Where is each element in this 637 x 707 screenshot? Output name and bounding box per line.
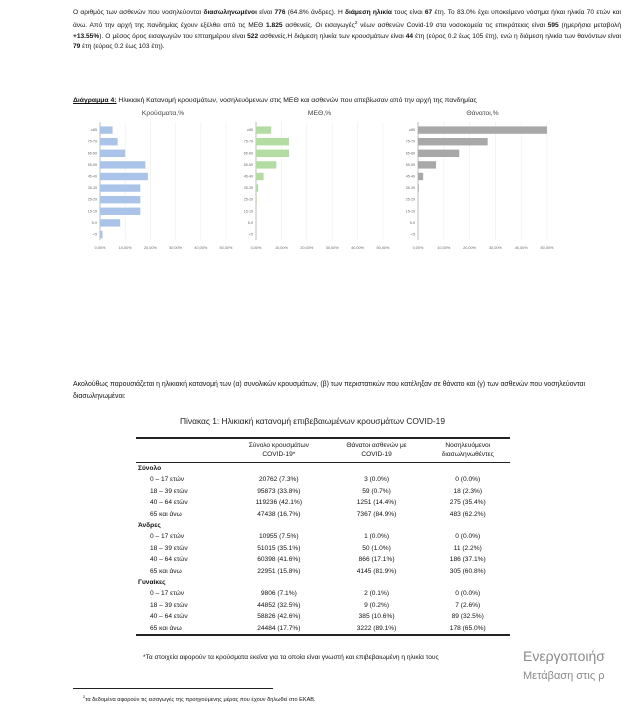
figure-caption: Διάγραμμα 4: Ηλικιακή Κατανομή κρουσμάτων, νοσηλευόμενων στις ΜΕΘ και ασθενών που απεβίωσαν από την αρχή της πανδημίας [73,97,477,104]
y-tick-label: 5-9 [409,220,415,225]
age-group-cell: 65 και άνω [150,567,182,575]
cases-cell: 95873 (33.8%) [257,487,301,495]
bar [100,126,113,133]
table-row [136,497,510,508]
age-group-cell: 18 – 39 ετών [150,544,188,552]
table-row [136,543,510,554]
x-tick-label: 40,00% [194,246,208,250]
chart-title: Κρούσματα,% [141,110,185,117]
age-group-cell: 0 – 17 ετών [150,533,185,541]
y-tick-label: 35-39 [405,186,415,191]
y-tick-label: 25-29 [405,197,415,202]
table-row [136,474,510,485]
x-tick-label: 50,00% [540,246,554,250]
y-tick-label: <5 [92,232,97,237]
x-tick-label: 30,00% [169,246,183,250]
bar [256,138,289,145]
deaths-cell: 1 (0.0%) [364,533,390,541]
y-tick-label: 5-9 [247,220,253,225]
bar [100,231,103,238]
intubated-cell: 178 (65.0%) [426,623,511,635]
bar [100,161,145,168]
y-tick-label: 45-49 [405,174,415,179]
table-row [136,611,510,622]
chart-title: ΜΕΘ,% [307,110,332,117]
intubated-cell: 483 (62.2%) [449,510,486,518]
y-tick-label: 25-29 [87,197,97,202]
deaths-cell: 4145 (81.9%) [356,567,397,575]
bar [100,208,140,215]
cases-cell: 119236 (42.1%) [255,499,303,507]
x-tick-label: 20,00% [300,246,314,250]
age-group-cell: 0 – 17 ετών [150,590,185,598]
bar [256,150,289,157]
table-row [136,623,510,635]
section-label: Γυναίκες [138,579,166,587]
intro-text: Ακολούθως παρουσιάζεται η ηλικιακή κατανομή των (α) συνολικών κρουσμάτων, (β) των περιστατικών που κατέληξαν σε θάνατο και (γ) των ασθενών που νοσηλεύονται διασωληνωμένοι: [73,381,586,400]
deaths-cell: 59 (0.7%) [362,487,391,495]
summary-paragraph: Ο αριθμός των ασθενών που νοσηλεύονται διασωληνωμένοι είναι 776 (64.8% άνδρες). Η διάμεση ηλικία τους είναι 67 έτη. Το 83.0% έχει υποκείμενο νόσημα ή/και ηλικία 70 ετών και άνω. Από την αρχή της πανδημίας έχουν εξέλθει από τις ΜΕΘ 1.825 ασθενείς. Οι εισαγωγές$^2$ νέων ασθενών Covid-19 στα νοσοκομεία τις επικράτειας είναι 595 (ημερήσια μεταβολή +13.55%). Ο μέσος όρος εισαγωγών του επταημέρου είναι 522 ασθενείς.Η διάμεση ηλικία των κρουσμάτων είναι 44 έτη (εύρος 0.2 έως 105 έτη), ενώ η διάμεση ηλικία των θανόντων είναι 79 έτη (εύρος 0.2 έως 103 έτη). [73,9,622,50]
cases-cell: 60398 (41.6%) [257,556,301,564]
y-tick-label: 15-19 [405,209,415,214]
y-tick-label: 5-9 [91,220,97,225]
x-tick-label: 10,00% [118,246,132,250]
x-tick-label: 20,00% [143,246,157,250]
table-row [136,531,510,542]
section-row [136,520,510,531]
y-tick-label: 45-49 [243,174,253,179]
y-tick-label: 65-69 [87,151,97,156]
cases-cell: 44852 (32.5%) [257,601,301,609]
chart-title: Θάνατοι,% [466,110,499,117]
section-label: Άνδρες [138,522,161,530]
age-group-cell: 40 – 64 ετών [150,499,188,507]
y-tick-label: <5 [248,232,253,237]
bar [100,173,148,180]
section-label: Σύνολο [138,465,162,472]
intubated-cell: 186 (37.1%) [449,556,486,564]
x-tick-label: 0,00% [412,246,424,250]
x-tick-label: 30,00% [325,246,339,250]
age-group-cell: 40 – 64 ετών [150,556,188,564]
bar [100,196,140,203]
x-tick-label: 50,00% [219,246,233,250]
bar [418,161,436,168]
y-tick-label: ≥85 [91,128,97,133]
y-tick-label: 55-59 [87,162,97,167]
section-row [136,577,510,588]
bar [256,161,276,168]
table-row [136,486,510,497]
footnote-divider [73,688,273,689]
y-tick-label: 65-69 [243,151,253,156]
y-tick-label: 25-29 [243,197,253,202]
y-tick-label: 15-19 [243,209,253,214]
bar [418,138,488,145]
table-row [136,554,510,565]
bar [418,173,423,180]
deaths-cell: 385 (10.6%) [358,613,395,621]
intubated-cell: 0 (0.0%) [455,590,481,598]
deaths-cell: 1251 (14.4%) [356,499,397,507]
deaths-cell: 50 (1.0%) [362,544,391,552]
intubated-cell: 11 (2.2%) [453,544,482,552]
x-tick-label: 40,00% [351,246,365,250]
y-tick-label: ≥85 [409,128,415,133]
bar [418,150,459,157]
y-tick-label: 35-39 [87,186,97,191]
activation-watermark-subtitle: Μετάβαση στις ρ [523,670,605,682]
y-tick-label: 75-79 [87,139,97,144]
cases-cell: 20762 (7.3%) [259,476,299,484]
x-tick-label: 10,00% [437,246,451,250]
x-tick-label: 50,00% [376,246,390,250]
bar [100,138,118,145]
y-tick-label: <5 [410,232,415,237]
deaths-cell: 2 (0.1%) [364,590,390,598]
activation-watermark-title: Ενεργοποιήσ [523,648,605,664]
header-intubated: Νοσηλευόμενοι διασωληνωθέντες [426,438,511,463]
cases-cell: 9806 (7.1%) [260,590,297,598]
table-row [136,600,510,611]
age-group-cell: 40 – 64 ετών [150,613,188,621]
cases-cell: 24484 (17.7%) [230,623,328,635]
cases-cell: 47438 (16.7%) [257,510,301,518]
y-tick-label: 55-59 [405,162,415,167]
x-tick-label: 30,00% [488,246,502,250]
age-distribution-charts [73,104,573,294]
bar [256,184,258,191]
y-tick-label: 15-19 [87,209,97,214]
age-group-cell: 65 και άνω [150,510,182,518]
deaths-cell: 3 (0.0%) [364,476,390,484]
intubated-cell: 0 (0.0%) [455,476,481,484]
bar [100,150,125,157]
bar [100,184,140,191]
deaths-cell: 866 (17.1%) [358,556,395,564]
table-row [136,588,510,599]
intubated-cell: 275 (35.4%) [449,499,486,507]
cases-cell: 58826 (42.6%) [257,613,301,621]
y-tick-label: 75-79 [243,139,253,144]
footnote: $^2$τα δεδομένα αφορούν τις εισαγωγές της προηγούμενης μέρας που έχουν δηλωθεί στο ΕΚΑΒ. [83,694,316,703]
y-tick-label: 55-59 [243,162,253,167]
section-row [136,463,510,475]
intubated-cell: 0 (0.0%) [455,533,481,541]
cases-cell: 22951 (15.8%) [257,567,301,575]
x-tick-label: 0,00% [250,246,262,250]
header-cases: Σύνολο κρουσμάτων COVID-19* [230,438,328,463]
intubated-cell: 89 (32.5%) [451,613,484,621]
table-note: *Τα στοιχεία αφορούν τα κρούσματα εκείνα για τα οποία είναι γνωστή και επιβεβαιωμένη η ηλικία τους [143,654,439,661]
bar [418,126,547,133]
y-tick-label: 35-39 [243,186,253,191]
cases-cell: 10955 (7.5%) [259,533,299,541]
y-tick-label: ≥85 [247,128,253,133]
x-tick-label: 40,00% [514,246,528,250]
y-tick-label: 75-79 [405,139,415,144]
age-group-cell: 0 – 17 ετών [150,476,185,484]
age-group-cell: 65 και άνω [136,623,230,635]
deaths-cell: 9 (0.2%) [364,601,390,609]
bar [256,173,264,180]
table-title: Πίνακας 1: Ηλικιακή κατανομή επιβεβαιωμένων κρουσμάτων COVID-19 [180,416,445,426]
intubated-cell: 7 (2.6%) [455,601,481,609]
header-empty [136,438,230,463]
deaths-cell: 3222 (89.1%) [328,623,426,635]
deaths-cell: 7367 (84.9%) [356,510,397,518]
age-distribution-table [136,437,510,636]
x-tick-label: 10,00% [274,246,288,250]
table-row [136,509,510,520]
x-tick-label: 0,00% [94,246,106,250]
header-deaths: Θάνατοι ασθενών με COVID-19 [328,438,426,463]
table-row [136,566,510,577]
intubated-cell: 305 (60.8%) [449,567,486,575]
y-tick-label: 45-49 [87,174,97,179]
y-tick-label: 65-69 [405,151,415,156]
table-body [136,463,510,636]
age-group-cell: 18 – 39 ετών [150,487,188,495]
bar [256,196,257,203]
bar [100,219,120,226]
x-tick-label: 20,00% [463,246,477,250]
age-group-cell: 18 – 39 ετών [150,601,188,609]
bar [256,126,271,133]
bar [418,184,419,191]
cases-cell: 51015 (35.1%) [257,544,301,552]
intubated-cell: 18 (2.3%) [453,487,483,495]
